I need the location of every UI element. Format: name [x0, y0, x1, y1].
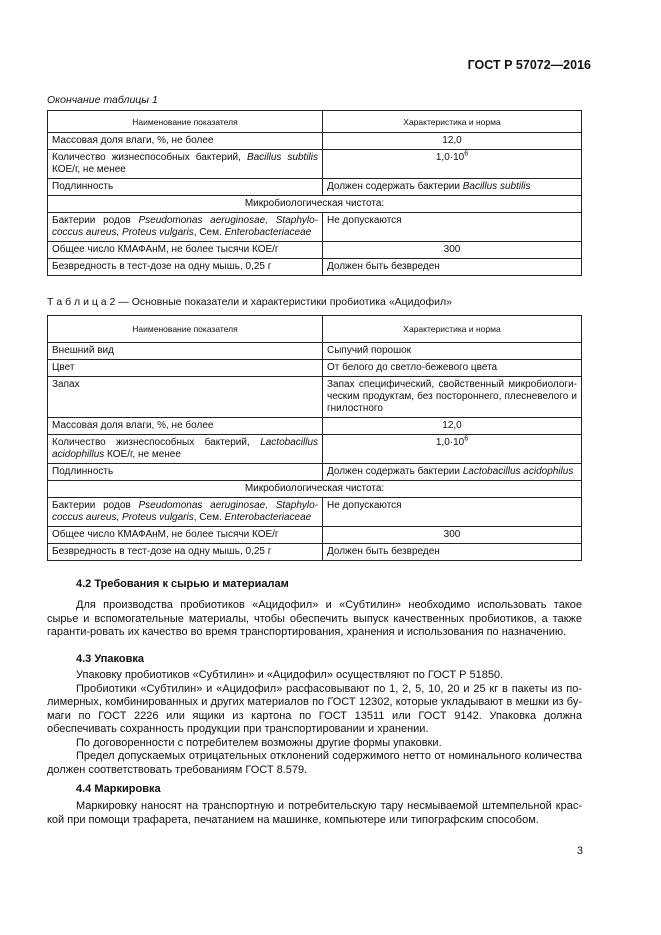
col-header-name: Наименование показателя	[48, 316, 323, 343]
cell-value: Сыпучий порошок	[323, 343, 582, 360]
paragraph: Предел допускаемых отрицательных отклонений содержимого нетто от номинального количества должен соответствовать требованиям ГОСТ 8.579.	[47, 750, 582, 776]
cell-value: 12,0	[323, 133, 582, 150]
cell-name: Подлинность	[48, 464, 323, 481]
cell-value: От белого до светло-бежевого цвета	[323, 360, 582, 377]
section-label: Микробиологическая чистота:	[48, 196, 582, 213]
table-row	[48, 150, 582, 179]
paragraph: Для производства пробиотиков «Ацидофил» и «Субтилин» необходимо использовать такое сырье и вспомогательные материалы, чтобы обеспечить выпуск качественных пробиотиков, а также гаранти-ровать их качество во время транспортирования, хранения и использования по назначению.	[47, 599, 582, 638]
table-row	[48, 259, 582, 276]
table-row	[48, 133, 582, 150]
cell-name: Бактерии родов Pseudomonas aeruginosae, Staphylo-coccus aureus, Proteus vulgaris, Сем. Enterobacteriaceae	[48, 498, 323, 527]
cell-name: Бактерии родов Pseudomonas aeruginosae, Staphylo-coccus aureus, Proteus vulgaris, Сем. Enterobacteriaceae	[48, 213, 323, 242]
cell-name: Общее число КМАФАнМ, не более тысячи КОЕ/г	[48, 242, 323, 259]
paragraph: По договоренности с потребителем возможны другие формы упаковки.	[76, 736, 442, 749]
table2	[47, 315, 582, 561]
cell-value: 300	[323, 242, 582, 259]
cell-name: Внешний вид	[48, 343, 323, 360]
table-row	[48, 527, 582, 544]
section-body-4-2	[47, 599, 582, 640]
cell-name: Подлинность	[48, 179, 323, 196]
cell-value: 12,0	[323, 418, 582, 435]
section-title-4-2: 4.2 Требования к сырью и материалам	[76, 578, 289, 590]
cell-value: Должен содержать бактерии Bacillus subtilis	[323, 179, 582, 196]
section-body-4-3	[47, 669, 582, 777]
cell-name: Массовая доля влаги, %, не более	[48, 133, 323, 150]
cell-value: $1,0\cdot 10^6$	[323, 150, 582, 179]
section-body-4-4	[47, 800, 582, 827]
paragraph: Пробиотики «Субтилин» и «Ацидофил» расфасовывают по 1, 2, 5, 10, 20 и 25 кг в пакеты из по-лимерных, комбинированных и других материалов по ГОСТ 12302, которые укладывают в мешки из бу-маги по ГОСТ 2226 или ящики из картона по ГОСТ 13511 или ГОСТ 9142. Упаковка должна обеспечивать сохранность продукции при транспортировании и хранении.	[47, 682, 582, 735]
table-row	[48, 377, 582, 418]
table1	[47, 110, 582, 276]
cell-name: Безвредность в тест-дозе на одну мышь, 0,25 г	[48, 259, 323, 276]
section-label: Микробиологическая чистота:	[48, 481, 582, 498]
table-header-row	[48, 316, 582, 343]
standard-number: ГОСТ Р 57072—2016	[467, 58, 591, 72]
table-row	[48, 498, 582, 527]
table1-caption: Окончание таблицы 1	[47, 94, 158, 106]
table-row	[48, 179, 582, 196]
cell-value: Должен быть безвреден	[323, 544, 582, 561]
cell-name: Запах	[48, 377, 323, 418]
cell-value: Не допускаются	[323, 498, 582, 527]
table-row	[48, 213, 582, 242]
table-row	[48, 435, 582, 464]
table-row	[48, 343, 582, 360]
cell-name: Общее число КМАФАнМ, не более тысячи КОЕ/г	[48, 527, 323, 544]
table-row	[48, 360, 582, 377]
cell-name: Безвредность в тест-дозе на одну мышь, 0,25 г	[48, 544, 323, 561]
table-row	[48, 242, 582, 259]
section-title-4-4: 4.4 Маркировка	[76, 783, 161, 795]
paragraph: Маркировку наносят на транспортную и потребительскую тару несмываемой штемпельной крас-кой при помощи трафарета, печатанием на машинке, компьютере или типографским способом.	[47, 800, 582, 826]
cell-name: Количество жизнеспособных бактерий, Bacillus subtilis КОЕ/г, не менее	[48, 150, 323, 179]
cell-value: Не допускаются	[323, 213, 582, 242]
cell-value: Запах специфический, свойственный микробиологи-ческим продуктам, без постороннего, плесневелого и гнилостного	[323, 377, 582, 418]
cell-value: $1,0\cdot 10^6$	[323, 435, 582, 464]
cell-name: Массовая доля влаги, %, не более	[48, 418, 323, 435]
cell-value: Должен содержать бактерии Lactobacillus acidophilus	[323, 464, 582, 481]
table-row	[48, 418, 582, 435]
cell-value: Должен быть безвреден	[323, 259, 582, 276]
cell-name: Количество жизнеспособных бактерий, Lactobacillus acidophillus КОЕ/г, не менее	[48, 435, 323, 464]
table-section-row	[48, 196, 582, 213]
table-row	[48, 544, 582, 561]
table2-caption: Т а б л и ц а 2 — Основные показатели и характеристики пробиотика «Ацидофил»	[47, 296, 452, 308]
col-header-value: Характеристика и норма	[323, 111, 582, 133]
cell-name: Цвет	[48, 360, 323, 377]
table-header-row	[48, 111, 582, 133]
col-header-value: Характеристика и норма	[323, 316, 582, 343]
paragraph: Упаковку пробиотиков «Субтилин» и «Ацидофил» осуществляют по ГОСТ Р 51850.	[76, 669, 504, 681]
table-row	[48, 464, 582, 481]
page-number: 3	[576, 845, 583, 857]
section-title-4-3: 4.3 Упаковка	[76, 653, 144, 665]
col-header-name: Наименование показателя	[48, 111, 323, 133]
table-section-row	[48, 481, 582, 498]
cell-value: 300	[323, 527, 582, 544]
